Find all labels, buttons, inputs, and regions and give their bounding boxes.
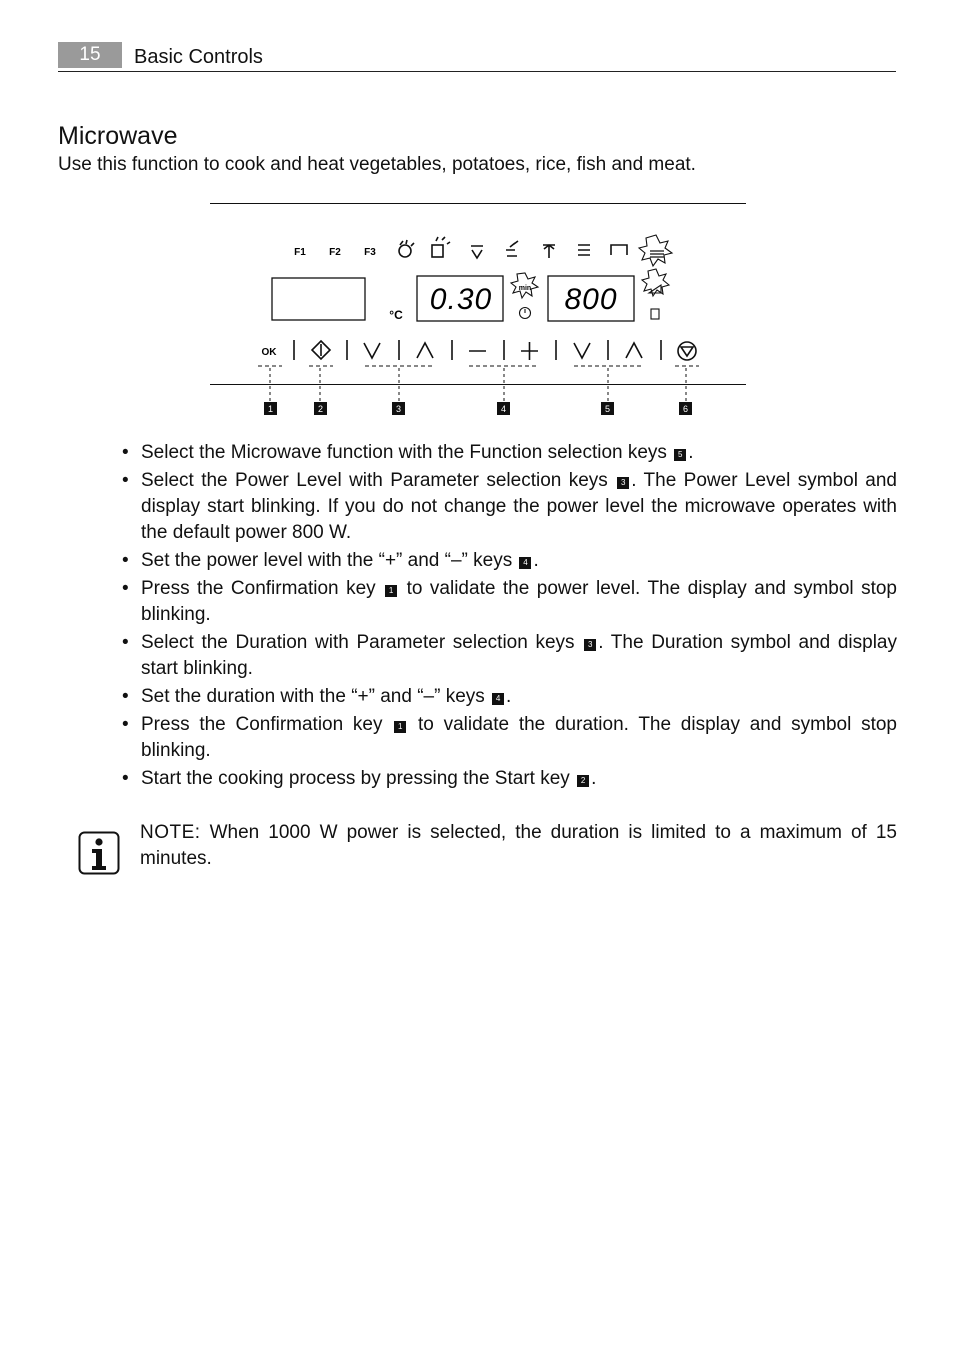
parameter-up-icon — [417, 343, 433, 358]
instruction-list — [122, 440, 897, 794]
key-badge: 1 — [385, 585, 397, 597]
key-badge: 3 — [617, 477, 629, 489]
top-heat-icon — [578, 245, 590, 255]
duration-display: 0.30 — [429, 283, 493, 316]
callout-1 — [264, 402, 277, 415]
function-down-icon — [574, 343, 590, 358]
grill-fan-icon — [432, 237, 450, 257]
power-display: 800 — [564, 283, 618, 316]
key-badge: 2 — [577, 775, 589, 787]
bottom-heat-icon — [471, 246, 483, 258]
intro-text: Use this function to cook and heat vegetables, potatoes, rice, fish and meat. — [58, 154, 696, 175]
section-name: Basic Controls — [134, 46, 263, 68]
callout-3 — [392, 402, 405, 415]
bullet-icon: • — [122, 550, 129, 571]
stop-key-icon — [678, 342, 696, 360]
conventional-heat-icon — [506, 241, 518, 256]
svg-text:3: 3 — [395, 404, 402, 414]
pizza-icon — [543, 245, 555, 258]
bullet-icon: • — [122, 686, 129, 707]
start-key-icon — [312, 341, 330, 359]
key-badge: 4 — [519, 557, 531, 569]
list-item: • Press the Confirmation key 1 to validate the power level. The display and symbol stop blinking. — [122, 578, 898, 625]
callout-2 — [314, 402, 327, 415]
note-body: When 1000 W power is selected, the duration is limited to a maximum of 15 minutes. — [140, 822, 897, 869]
f1-label: F1 — [294, 247, 306, 258]
duration-min-icon — [511, 273, 538, 319]
bullet-icon: • — [122, 442, 129, 463]
svg-text:1: 1 — [267, 404, 274, 414]
list-item: • Set the power level with the “+” and “–” keys 4 . — [122, 548, 897, 574]
parameter-down-icon — [364, 343, 380, 358]
min-label: min — [518, 285, 532, 292]
svg-text:6: 6 — [682, 404, 689, 414]
ok-key-label: OK — [261, 347, 277, 358]
section-title: Microwave — [58, 122, 178, 150]
svg-text:2: 2 — [317, 404, 324, 414]
control-panel-diagram — [210, 203, 746, 418]
power-level-icon — [642, 269, 669, 319]
bullet-icon: • — [122, 768, 129, 789]
function-up-icon — [626, 343, 642, 358]
page-number: 15 — [58, 42, 122, 68]
list-item: • Select the Duration with Parameter selection keys 3 . The Duration symbol and display start blinking. — [122, 632, 898, 679]
note-text — [140, 820, 897, 872]
key-badge: 5 — [674, 449, 686, 461]
bullet-icon: • — [122, 632, 129, 653]
list-item: • Select the Microwave function with the Function selection keys 5 . — [122, 440, 897, 466]
note-box — [78, 820, 897, 880]
bullet-icon: • — [122, 714, 129, 735]
list-item: • Set the duration with the “+” and “–” keys 4 . — [122, 684, 897, 710]
callout-5 — [601, 402, 614, 415]
microwave-blinking-icon — [639, 235, 672, 266]
f3-label: F3 — [364, 247, 376, 258]
key-badge: 1 — [394, 721, 406, 733]
page-header — [58, 42, 896, 72]
grill-icon — [611, 245, 627, 255]
temperature-unit: °C — [389, 308, 403, 322]
bullet-icon: • — [122, 578, 129, 599]
defrost-fan-icon — [399, 240, 414, 257]
key-badge: 3 — [584, 639, 596, 651]
plus-key-icon — [521, 342, 538, 360]
list-item: • Start the cooking process by pressing the Start key 2 . — [122, 766, 897, 792]
svg-text:4: 4 — [500, 404, 507, 414]
list-item: • Select the Power Level with Parameter selection keys 3 . The Power Level symbol and display start blinking. If you do not change the power level the microwave operates with the default power 800 W. — [122, 470, 898, 543]
svg-text:5: 5 — [604, 404, 611, 414]
list-item: • Press the Confirmation key 1 to validate the duration. The display and symbol stop blinking. — [122, 714, 897, 761]
f2-label: F2 — [329, 247, 341, 258]
key-badge: 4 — [492, 693, 504, 705]
callout-6 — [679, 402, 692, 415]
temperature-display — [272, 278, 365, 320]
callout-4 — [497, 402, 510, 415]
bullet-icon: • — [122, 470, 129, 491]
control-panel-figure — [210, 203, 746, 418]
note-label: NOTE: — [140, 822, 201, 843]
info-icon — [78, 831, 120, 875]
